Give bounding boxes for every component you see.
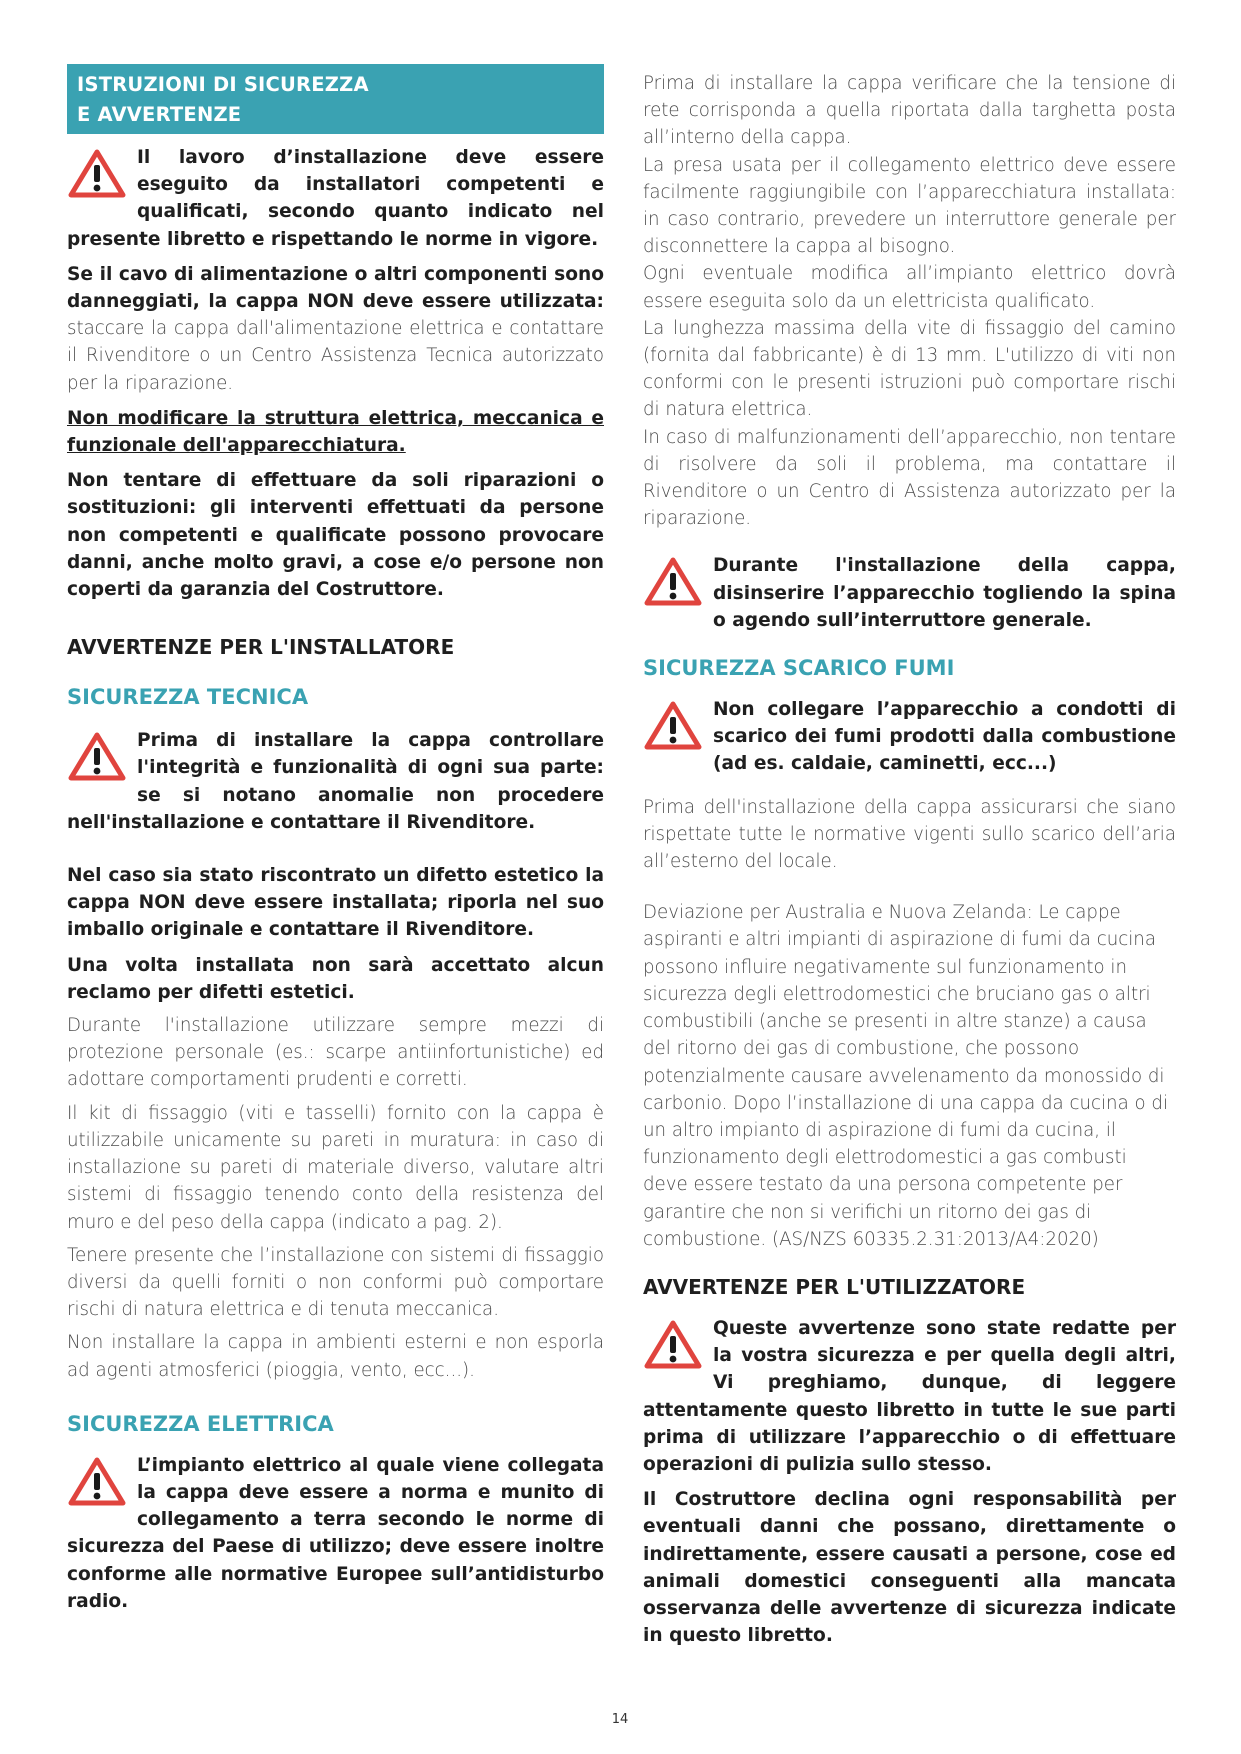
warning-block	[643, 696, 1176, 778]
paragraph: In caso di malfunzionamenti dell’apparecchio, non tentare di risolvere da soli il problema, ma contattare il Rivenditore o un Centro di Assistenza autorizzato per la riparazione.	[643, 426, 1176, 530]
paragraph: Il kit di fissaggio (viti e tasselli) fornito con la cappa è utilizzabile unicamente su pareti in muratura: in caso di installazione su pareti di materiale diverso, valutare altri sistemi di fissaggio tenendo conto della resistenza del muro e del peso della cappa (indicato a pag. 2).	[67, 1102, 604, 1233]
bold-lead: Se il cavo di alimentazione o altri componenti sono danneggiati, la cappa NON deve essere utilizzata:	[67, 263, 604, 313]
left-column	[67, 144, 604, 1615]
paragraph: Una volta installata non sarà accettato alcun reclamo per difetti estetici.	[67, 954, 604, 1003]
paragraph: Non modificare la struttura elettrica, meccanica e funzionale dell'apparecchiatura.	[67, 407, 604, 457]
warning-block	[643, 1315, 1176, 1478]
warning-block	[67, 1452, 604, 1615]
header-line-2: E AVVERTENZE	[77, 103, 242, 126]
warning-triangle-icon	[643, 556, 703, 608]
warning-text: L’impianto elettrico al quale viene collegata la cappa deve essere a norma e munito di collegamento a terra secondo le norme di sicurezza del Paese di utilizzo; deve essere inoltre conforme alle normative Europee sull’antidisturbo radio.	[67, 1454, 604, 1612]
section-title: SICUREZZA SCARICO FUMI	[643, 656, 955, 681]
warning-text: Queste avvertenze sono state redatte per la vostra sicurezza e per quella degli altri, Vi preghiamo, dunque, di leggere attentamente questo libretto in tutte le sue parti prima di utilizzare l’apparecchio o di effettuare operazioni di pulizia sullo stesso.	[643, 1317, 1176, 1475]
section-title: SICUREZZA TECNICA	[67, 685, 309, 710]
paragraph	[67, 261, 604, 397]
right-column	[643, 70, 1176, 1649]
paragraph: Tenere presente che l’installazione con sistemi di fissaggio diversi da quelli forniti o non conformi può comportare rischi di natura elettrica e di tenuta meccanica.	[67, 1244, 604, 1321]
paragraph: Non tentare di effettuare da soli riparazioni o sostituzioni: gli interventi effettuati da persone non competenti e qualificate possono provocare danni, anche molto gravi, a cose e/o persone non coperti da garanzia del Costruttore.	[67, 470, 604, 601]
warning-text: Non collegare l’apparecchio a condotti di scarico dei fumi prodotti dalla combustione (ad es. caldaie, caminetti, ecc...)	[713, 699, 1176, 775]
section-title: AVVERTENZE PER L'INSTALLATORE	[67, 635, 455, 660]
section-title: AVVERTENZE PER L'UTILIZZATORE	[643, 1274, 1026, 1299]
paragraph: La presa usata per il collegamento elettrico deve essere facilmente raggiungibile con l’apparecchiatura installata: in caso contrario, prevedere un interruttore generale per disconnettere la cappa al bisogno.	[643, 154, 1176, 258]
warning-triangle-icon	[67, 148, 127, 200]
paragraph: Durante l'installazione utilizzare sempre mezzi di protezione personale (es.: scarpe antiinfortunistiche) ed adottare comportamenti prudenti e corretti.	[67, 1015, 604, 1091]
page-number: 14	[611, 1712, 629, 1727]
warning-text: Il lavoro d’installazione deve essere eseguito da installatori competenti e qualificati, secondo quanto indicato nel presente libretto e rispettando le norme in vigore.	[67, 147, 604, 250]
warning-text: Prima di installare la cappa controllare l'integrità e funzionalità di ogni sua parte: se si notano anomalie non procedere nell'installazione e contattare il Rivenditore.	[67, 730, 604, 833]
paragraph: Deviazione per Australia e Nuova Zelanda: Le cappe aspiranti e altri impianti di aspirazione di fumi da cucina possono influire negativamente sul funzionamento in sicurezza degli elettrodomestici che bruciano gas o altri combustibili (anche se presenti in altre stanze) a causa del ritorno dei gas di combustione, che possono potenzialmente causare avvelenamento da monossido di carbonio. Dopo l’installazione di una cappa da cucina o di un altro impianto di aspirazione di fumi da cucina, il funzionamento degli elettrodomestici a gas combusti deve essere testato da una persona competente per garantire che non si verifichi un ritorno dei gas di combustione. (AS/NZS 60335.2.31:2013/A4:2020)	[643, 902, 1169, 1250]
paragraph: Ogni eventuale modifica all’impianto elettrico dovrà essere eseguita solo da un elettricista qualificato.	[643, 263, 1176, 312]
header-line-1: ISTRUZIONI DI SICUREZZA	[77, 73, 369, 96]
paragraph: Nel caso sia stato riscontrato un difetto estetico la cappa NON deve essere installata; riporla nel suo imballo originale e contattare il Rivenditore.	[67, 865, 604, 941]
paragraph: Non installare la cappa in ambienti esterni e non esporla ad agenti atmosferici (pioggia, vento, ecc...).	[67, 1332, 604, 1381]
paragraph: Il Costruttore declina ogni responsabilità per eventuali danni che possano, direttamente o indirettamente, essere causati a persone, cose ed animali domestici conseguenti alla mancata osservanza delle avvertenze di sicurezza indicate in questo libretto.	[643, 1489, 1176, 1647]
warning-triangle-icon	[67, 1456, 127, 1508]
warning-triangle-icon	[643, 700, 703, 752]
warning-block	[67, 144, 604, 253]
paragraph: Prima di installare la cappa verificare che la tensione di rete corrisponda a quella riportata dalla targhetta posta all’interno della cappa.	[643, 73, 1176, 149]
section-title: SICUREZZA ELETTRICA	[67, 1411, 334, 1436]
text: staccare la cappa dall'alimentazione elettrica e contattare il Rivenditore o un Centro Assistenza Tecnica autorizzato per la riparazione.	[67, 318, 604, 394]
warning-text: Durante l'installazione della cappa, disinserire l’apparecchio togliendo la spina o agendo sull’interruttore generale.	[713, 555, 1176, 631]
section-header	[67, 64, 604, 134]
warning-block	[67, 727, 604, 836]
warning-triangle-icon	[67, 731, 127, 783]
paragraph: Prima dell'installazione della cappa assicurarsi che siano rispettate tutte le normative vigenti sullo scarico dell’aria all’esterno del locale.	[643, 796, 1176, 873]
paragraph: La lunghezza massima della vite di fissaggio del camino (fornita dal fabbricante) è di 13 mm. L'utilizzo di viti non conformi con le presenti istruzioni può comportare rischi di natura elettrica.	[643, 317, 1176, 421]
warning-triangle-icon	[643, 1319, 703, 1371]
warning-block	[643, 552, 1176, 634]
